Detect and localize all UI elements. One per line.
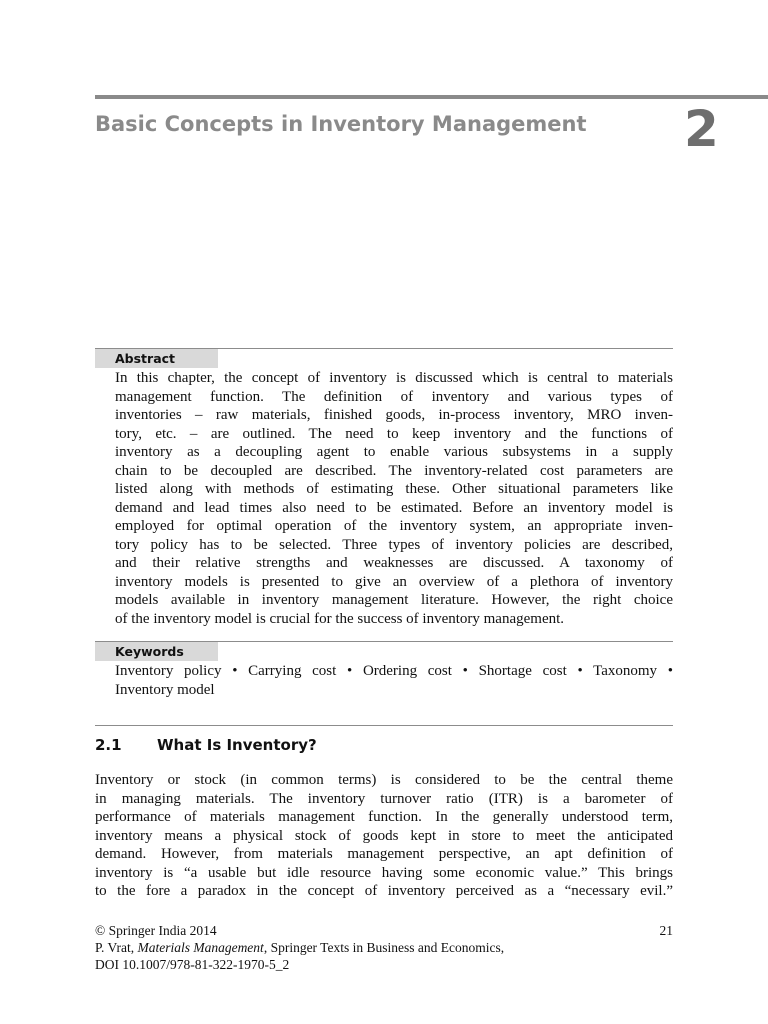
section-number: 2.1 xyxy=(95,736,122,754)
body-text xyxy=(95,771,673,901)
body-line: inventory means a physical stock of goods kept in store to meet the anticipated xyxy=(95,827,673,844)
abstract-line: tory, etc. – are outlined. The need to keep inventory and the functions of xyxy=(115,425,673,442)
top-rule xyxy=(95,95,768,99)
abstract-label: Abstract xyxy=(95,349,218,368)
doi: DOI 10.1007/978-81-322-1970-5_2 xyxy=(95,957,290,972)
body-line: demand. However, from materials management perspective, an apt definition of xyxy=(95,846,673,862)
chapter-number: 2 xyxy=(684,100,719,158)
section-rule xyxy=(95,725,673,726)
abstract-line: employed for optimal operation of the inventory system, an appropriate inven- xyxy=(115,518,673,534)
keywords-line: Inventory policy • Carrying cost • Ordering cost • Shortage cost • Taxonomy • xyxy=(115,663,673,679)
body-line: performance of materials management function. In the generally understood term, xyxy=(95,809,673,825)
footer xyxy=(95,922,673,973)
chapter-title: Basic Concepts in Inventory Management xyxy=(95,112,587,136)
body-line: inventory is “a usable but idle resource having some economic value.” This brings xyxy=(95,864,673,881)
section-heading xyxy=(95,736,317,754)
body-line: to the fore a paradox in the concept of inventory perceived as a “necessary evil.” xyxy=(95,883,673,899)
abstract-line: demand and lead times also need to be estimated. Before an inventory model is xyxy=(115,499,673,516)
abstract-line: inventories – raw materials, finished goods, in-process inventory, MRO inven- xyxy=(115,407,673,423)
abstract-text xyxy=(115,369,673,628)
abstract-line: In this chapter, the concept of inventory is discussed which is central to materials xyxy=(115,370,673,386)
citation-author: P. Vrat, xyxy=(95,940,138,955)
abstract-line: management function. The definition of inventory and various types of xyxy=(115,388,673,405)
abstract-line: models available in inventory management literature. However, the right choice xyxy=(115,592,673,608)
keywords-text xyxy=(115,662,673,699)
body-line: in managing materials. The inventory turnover ratio (ITR) is a barometer of xyxy=(95,790,673,807)
abstract-line: inventory models is presented to give an overview of a plethora of inventory xyxy=(115,573,673,590)
keywords-label: Keywords xyxy=(95,642,218,661)
abstract-line: listed along with methods of estimating these. Other situational parameters like xyxy=(115,481,673,497)
abstract-line: inventory as a decoupling agent to enable various subsystems in a supply xyxy=(115,444,673,460)
citation-series: , Springer Texts in Business and Economics, xyxy=(263,940,505,955)
abstract-line: tory policy has to be selected. Three types of inventory policies are described, xyxy=(115,536,673,553)
abstract-line: chain to be decoupled are described. The inventory-related cost parameters are xyxy=(115,462,673,479)
footer-row xyxy=(95,922,673,939)
keywords-line: Inventory model xyxy=(115,681,215,698)
citation xyxy=(95,939,673,956)
abstract-line: of the inventory model is crucial for the success of inventory management. xyxy=(115,610,565,627)
body-line: Inventory or stock (in common terms) is considered to be the central theme xyxy=(95,772,673,788)
section-title: What Is Inventory? xyxy=(157,736,317,754)
page-number: 21 xyxy=(659,923,673,938)
copyright: © Springer India 2014 xyxy=(95,923,217,938)
citation-book-title: Materials Management xyxy=(137,940,264,955)
abstract-line: and their relative strengths and weaknesses are discussed. A taxonomy of xyxy=(115,555,673,571)
